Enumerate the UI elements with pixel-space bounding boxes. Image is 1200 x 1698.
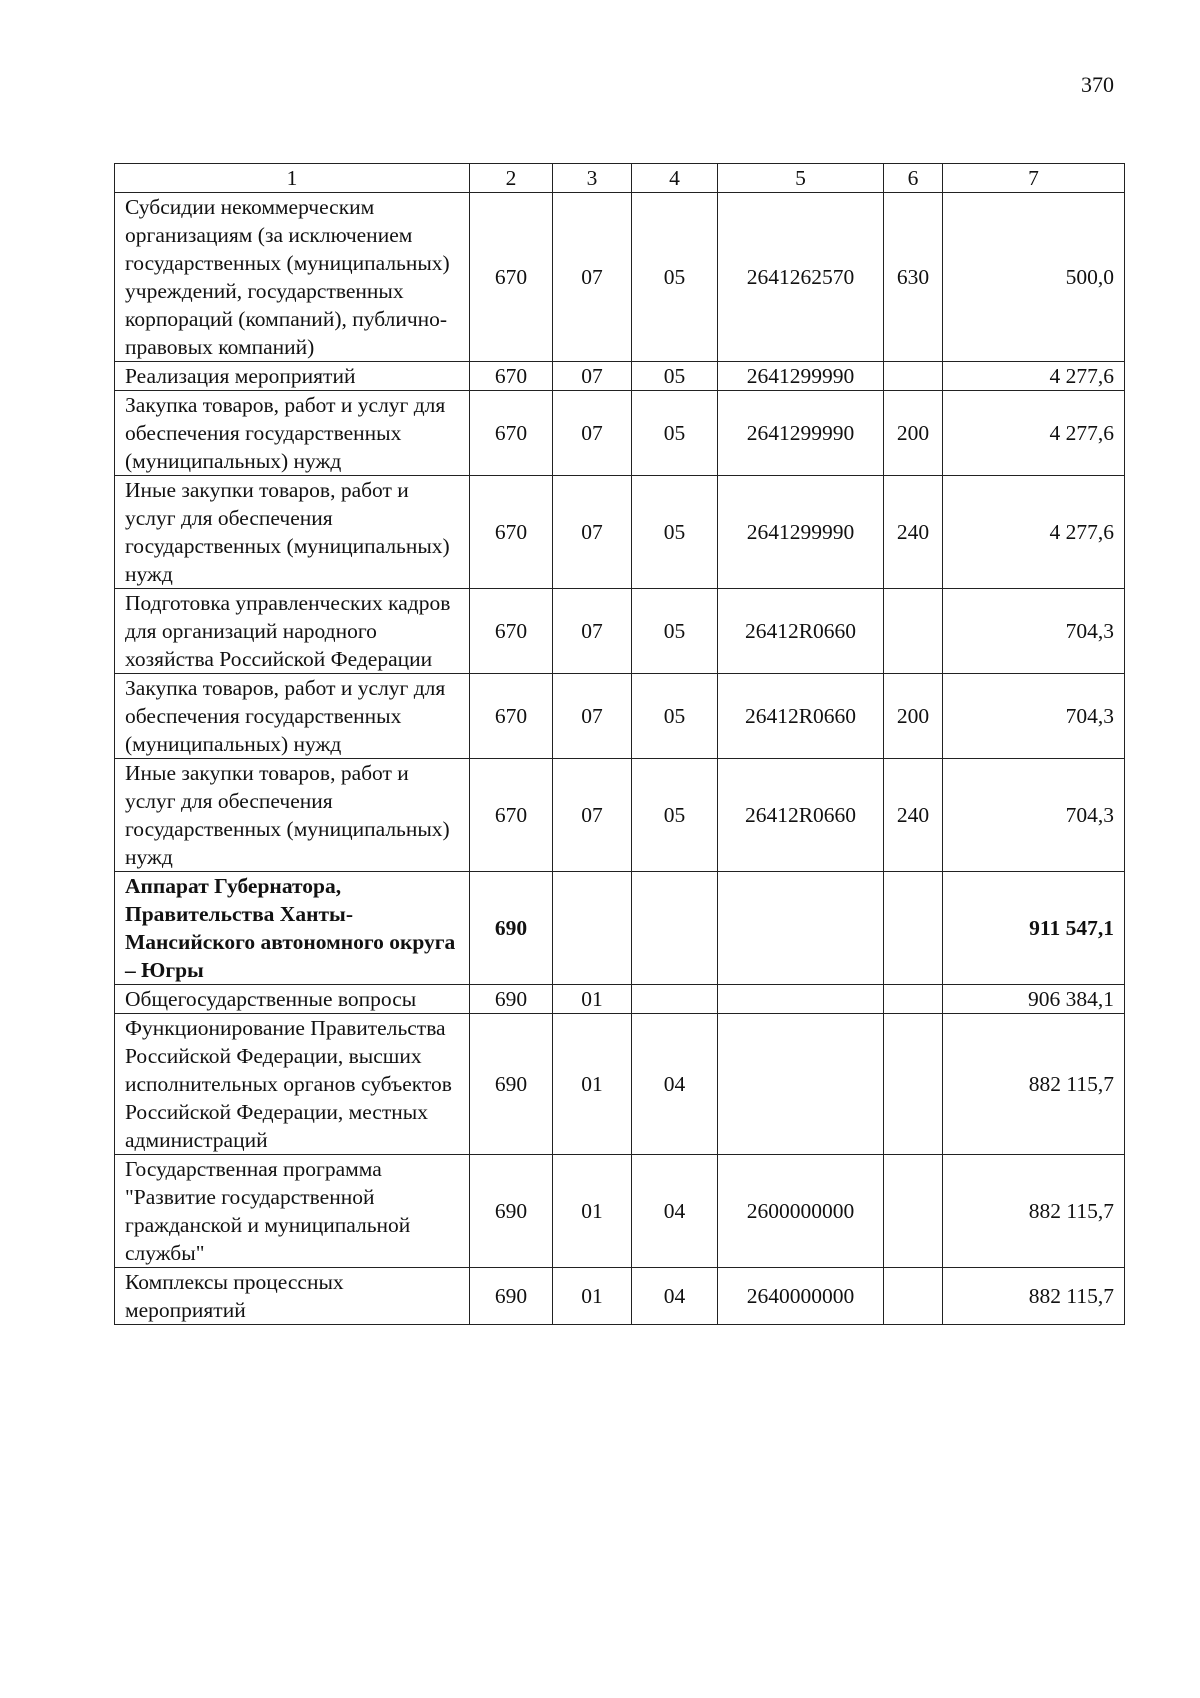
row-section: 01	[553, 1155, 632, 1268]
row-expense-type	[884, 1014, 943, 1155]
row-target-article: 2641299990	[718, 476, 884, 589]
row-expense-type: 240	[884, 476, 943, 589]
column-header: 6	[884, 164, 943, 193]
row-section: 01	[553, 1268, 632, 1325]
row-code: 670	[470, 759, 553, 872]
row-subsection: 05	[632, 476, 718, 589]
table-row	[115, 589, 1125, 674]
row-target-article: 2641299990	[718, 362, 884, 391]
row-expense-type	[884, 1268, 943, 1325]
row-expense-type: 240	[884, 759, 943, 872]
row-section: 07	[553, 476, 632, 589]
row-code: 670	[470, 589, 553, 674]
row-section: 07	[553, 362, 632, 391]
row-expense-type	[884, 872, 943, 985]
row-code: 670	[470, 193, 553, 362]
row-section: 07	[553, 759, 632, 872]
row-subsection: 05	[632, 674, 718, 759]
row-target-article: 2640000000	[718, 1268, 884, 1325]
row-amount: 4 277,6	[943, 476, 1125, 589]
row-code: 670	[470, 476, 553, 589]
row-name: Функционирование Правительства Российской Федерации, высших исполнительных органов субъектов Российской Федерации, местных администраций	[115, 1014, 470, 1155]
page-number: 370	[1081, 72, 1114, 97]
table-row	[115, 872, 1125, 985]
row-subsection	[632, 872, 718, 985]
row-target-article	[718, 1014, 884, 1155]
row-name: Подготовка управленческих кадров для организаций народного хозяйства Российской Федерации	[115, 589, 470, 674]
row-code: 670	[470, 391, 553, 476]
row-code: 670	[470, 362, 553, 391]
row-section: 07	[553, 391, 632, 476]
table-row	[115, 476, 1125, 589]
row-amount: 4 277,6	[943, 391, 1125, 476]
row-subsection: 04	[632, 1155, 718, 1268]
row-code: 690	[470, 1155, 553, 1268]
row-amount: 4 277,6	[943, 362, 1125, 391]
row-amount: 704,3	[943, 589, 1125, 674]
row-section: 07	[553, 589, 632, 674]
row-amount: 882 115,7	[943, 1155, 1125, 1268]
row-name: Реализация мероприятий	[115, 362, 470, 391]
table-row	[115, 985, 1125, 1014]
table-row	[115, 362, 1125, 391]
row-subsection: 04	[632, 1014, 718, 1155]
row-section	[553, 872, 632, 985]
row-target-article	[718, 985, 884, 1014]
column-header: 3	[553, 164, 632, 193]
row-target-article: 2641299990	[718, 391, 884, 476]
row-amount: 704,3	[943, 759, 1125, 872]
row-amount: 882 115,7	[943, 1014, 1125, 1155]
row-name: Субсидии некоммерческим организациям (за исключением государственных (муниципальных) учреждений, государственных корпораций (компаний), публично-правовых компаний)	[115, 193, 470, 362]
row-amount: 704,3	[943, 674, 1125, 759]
row-expense-type	[884, 589, 943, 674]
row-subsection: 05	[632, 759, 718, 872]
row-target-article: 2641262570	[718, 193, 884, 362]
row-subsection: 05	[632, 391, 718, 476]
row-amount: 911 547,1	[943, 872, 1125, 985]
row-amount: 500,0	[943, 193, 1125, 362]
row-target-article	[718, 872, 884, 985]
row-amount: 882 115,7	[943, 1268, 1125, 1325]
row-target-article: 26412R0660	[718, 674, 884, 759]
column-header: 1	[115, 164, 470, 193]
row-name: Иные закупки товаров, работ и услуг для обеспечения государственных (муниципальных) нужд	[115, 476, 470, 589]
row-target-article: 26412R0660	[718, 759, 884, 872]
table-row	[115, 759, 1125, 872]
row-code: 670	[470, 674, 553, 759]
column-header: 5	[718, 164, 884, 193]
row-code: 690	[470, 1268, 553, 1325]
table-row	[115, 193, 1125, 362]
row-name: Иные закупки товаров, работ и услуг для обеспечения государственных (муниципальных) нужд	[115, 759, 470, 872]
header-row	[115, 164, 1125, 193]
row-expense-type	[884, 362, 943, 391]
row-name: Общегосударственные вопросы	[115, 985, 470, 1014]
row-subsection	[632, 985, 718, 1014]
row-code: 690	[470, 1014, 553, 1155]
row-subsection: 05	[632, 589, 718, 674]
table-row	[115, 1268, 1125, 1325]
row-amount: 906 384,1	[943, 985, 1125, 1014]
table-row	[115, 1014, 1125, 1155]
row-expense-type: 200	[884, 391, 943, 476]
row-subsection: 05	[632, 362, 718, 391]
row-code: 690	[470, 872, 553, 985]
row-section: 07	[553, 674, 632, 759]
row-target-article: 2600000000	[718, 1155, 884, 1268]
row-name: Закупка товаров, работ и услуг для обеспечения государственных (муниципальных) нужд	[115, 674, 470, 759]
row-expense-type	[884, 1155, 943, 1268]
row-section: 01	[553, 985, 632, 1014]
row-name: Аппарат Губернатора, Правительства Ханты-Мансийского автономного округа – Югры	[115, 872, 470, 985]
budget-table	[114, 163, 1125, 1325]
column-header: 4	[632, 164, 718, 193]
column-header: 7	[943, 164, 1125, 193]
row-expense-type	[884, 985, 943, 1014]
row-code: 690	[470, 985, 553, 1014]
row-name: Комплексы процессных мероприятий	[115, 1268, 470, 1325]
table-body	[115, 164, 1125, 1325]
table-row	[115, 1155, 1125, 1268]
row-target-article: 26412R0660	[718, 589, 884, 674]
column-header: 2	[470, 164, 553, 193]
row-name: Закупка товаров, работ и услуг для обеспечения государственных (муниципальных) нужд	[115, 391, 470, 476]
row-expense-type: 200	[884, 674, 943, 759]
row-section: 01	[553, 1014, 632, 1155]
row-subsection: 05	[632, 193, 718, 362]
row-name: Государственная программа "Развитие государственной гражданской и муниципальной службы"	[115, 1155, 470, 1268]
table-row	[115, 391, 1125, 476]
table-row	[115, 674, 1125, 759]
row-section: 07	[553, 193, 632, 362]
row-expense-type: 630	[884, 193, 943, 362]
row-subsection: 04	[632, 1268, 718, 1325]
